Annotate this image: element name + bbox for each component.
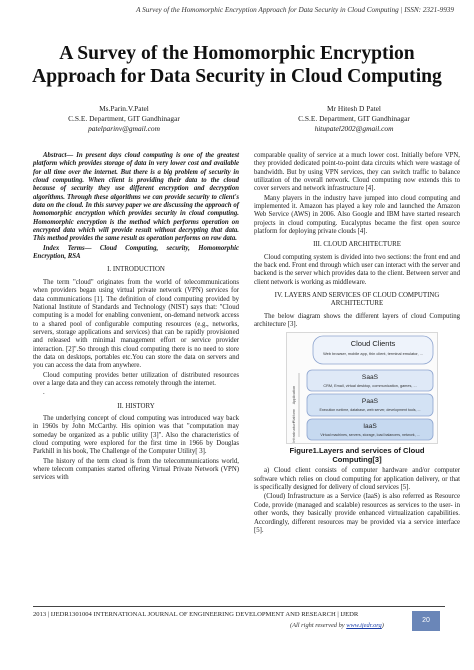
author-email[interactable]: patelparinv@gmail.com [88, 124, 160, 133]
left-column [33, 152, 239, 484]
cloud-layers-diagram [287, 333, 437, 443]
page-number-badge: 20 [412, 611, 440, 631]
paper-title-line-2: Approach for Data Security in Cloud Computing [32, 66, 442, 87]
section-heading-layers-line-2: ARCHITECTURE [330, 300, 384, 308]
index-terms-lead: Index Terms— [43, 244, 92, 252]
layer-paas [307, 394, 433, 416]
history-continued-paragraph: comparable quality of service at a much lower cost. Initially before VPN, they provided dedicated point-to-point data circuits which were wastage of bandwidth. But by using VPN services, they can switch traffic to balance utilization of the overall network. Cloud computing now extends this to cover servers and network infrastructure [4]. [254, 152, 460, 193]
saas-subtitle: CRM, Email, virtual desktop, communication, games, ... [323, 384, 417, 389]
layer-saas [307, 370, 433, 391]
iaas-subtitle: Virtual machines, servers, storage, load balancers, network, ... [320, 433, 420, 438]
right-column [254, 152, 460, 536]
intro-paragraph-1: The term "cloud" originates from the world of telecommunications when providers began using virtual private network (VPN) services for data communications [1]. The definition of cloud computing provided by National Institute of Standards and Technology (NIST) says that: "Cloud computing is a model for enabling convenient, on-demand network access to a shared pool of configurable computing resources (e.g., networks, servers, storage applications and services) that can be rapidly provisioned and released with minimal management effort or service provider interaction. [2]".So through this cloud computing there is no need to store the data on desktops, portables etc.You can store the data on servers and you can access the data from anywhere. [33, 278, 239, 370]
clients-subtitle: Web browser, mobile app, thin client, terminal emulator, ... [323, 351, 423, 357]
footer-rights-suffix: ) [381, 622, 384, 629]
section-heading-layers [254, 292, 460, 309]
history-paragraph-1: The underlying concept of cloud computing was introduced way back in 1960s by John McCarthy. His opinion was that "computation may someday be organized as a public utility [3]". Also the characteristics of cloud computing were explored for the first time in 1966 by Douglas Parkhill in his book, The Challenge of the Computer Utility[ 3]. [33, 414, 239, 456]
footer-journal-link[interactable]: www.ijedr.org [346, 622, 382, 629]
section-heading-architecture: III. CLOUD ARCHITECTURE [313, 241, 401, 249]
index-terms-text: Cloud Computing, security, Homomorphic Encryption, RSA [33, 244, 240, 261]
side-label-platform: Platform [292, 409, 296, 424]
side-label-application: Application [292, 386, 296, 405]
author-department: C.S.E. Department, GIT Gandhinagar [68, 114, 180, 123]
section-heading-history: II. HISTORY [117, 402, 155, 410]
cloud-client-paragraph: a) Cloud client consists of computer hardware and/or computer software which relies on cloud computing for application delivery, or that is specifically designed for delivery of cloud services [5]. [254, 467, 460, 492]
saas-title: SaaS [361, 374, 379, 382]
running-head: A Survey of the Homomorphic Encryption Approach for Data Security in Cloud Computing | ISSN: 2321-9939 [136, 6, 454, 14]
author-name: Mr Hitesh D Patel [327, 104, 381, 113]
intro-stray-dot: . [43, 389, 45, 397]
author-block-2 [244, 104, 464, 134]
author-email[interactable]: hitupatel2002@gmail.com [314, 124, 394, 133]
cloud-layers-figure [286, 332, 438, 444]
intro-paragraph-2: Cloud computing provides better utilization of distributed resources over a large data and they can access remotely through the internet. [33, 371, 239, 387]
footer-divider [33, 606, 445, 607]
side-label-infrastructure: Infrastructure [292, 421, 296, 444]
clients-title: Cloud Clients [350, 339, 396, 349]
section-heading-introduction: I. INTRODUCTION [107, 266, 165, 274]
paper-title [0, 42, 474, 88]
layer-iaas [307, 419, 433, 440]
footer-journal: 2013 | IJEDR1301004 INTERNATIONAL JOURNAL OF ENGINEERING DEVELOPMENT AND RESEARCH | IJEDR [33, 611, 359, 618]
iaas-paragraph: (Cloud) Infrastructure as a Service (IaaS) is also referred as Resource Code, provide (managed and scalable) resources as services to the user- in other words, they basically provide enhanced virtualization capabilities. Accordingly, different resources may be provided via a service interface [5]. [254, 493, 460, 534]
section-heading-layers-line-1: IV. LAYERS AND SERVICES OF CLOUD COMPUTING [274, 292, 440, 300]
author-name: Ms.Parin.V.Patel [99, 104, 149, 113]
paas-subtitle: Execution runtime, database, web server, development tools, ... [319, 408, 421, 413]
figure-caption [254, 446, 460, 464]
author-block-1 [14, 104, 234, 134]
index-terms [33, 245, 239, 262]
abstract-lead: Abstract— [43, 152, 74, 159]
figure-caption-line-2: Computing[3] [332, 455, 382, 465]
industry-paragraph: Many players in the industry have jumped into cloud computing and implemented it. Amazon has played a key role and launched the Amazon Web Service (AWS) in 2006. Also Google and IBM have started research projects in cloud computing. Eucalyptus became the first open source platform for deploying private clouds [4]. [254, 194, 460, 236]
abstract [33, 152, 239, 244]
layer-clients [313, 336, 433, 364]
footer-rights [290, 622, 384, 629]
figure-caption-line-1: Figure1.Layers and services of Cloud [289, 446, 425, 456]
layers-intro-paragraph: The below diagram shows the different layers of cloud Computing architecture [3]. [254, 312, 460, 329]
iaas-title: IaaS [363, 423, 377, 431]
history-paragraph-2: The history of the term cloud is from the telecommunications world, where telecom companies started offering Virtual Private Network (VPN) services with [33, 457, 239, 482]
paper-title-line-1: A Survey of the Homomorphic Encryption [59, 43, 415, 64]
paas-title: PaaS [361, 398, 379, 406]
abstract-text: In present days cloud computing is one of the greatest platform which provides storage of data in very lower cost and available for all time over the internet. But there is a big problem of security in cloud computing. When client is providing their data to the cloud because of security they use different encryption and decryption algorithms. Through these algorithms we can provide security to client's data on the cloud. In this survey paper we are discussing the approach of homomorphic encryption which provides security in cloud computing. Homomorphic encryption is the method which performs operation on encrypted data which will provide result without decrypting that data. This method provides the same result as operation performs on raw data. [33, 152, 239, 243]
architecture-paragraph: Cloud computing system is divided into two sections: the front end and the back end. Front end through which user can interact with the server and backend is the server which provides data to the client. Between server and client network is working as middleware. [254, 253, 460, 286]
author-department: C.S.E. Department, GIT Gandhinagar [298, 114, 410, 123]
footer-rights-prefix: (All right reserved by [290, 622, 347, 629]
